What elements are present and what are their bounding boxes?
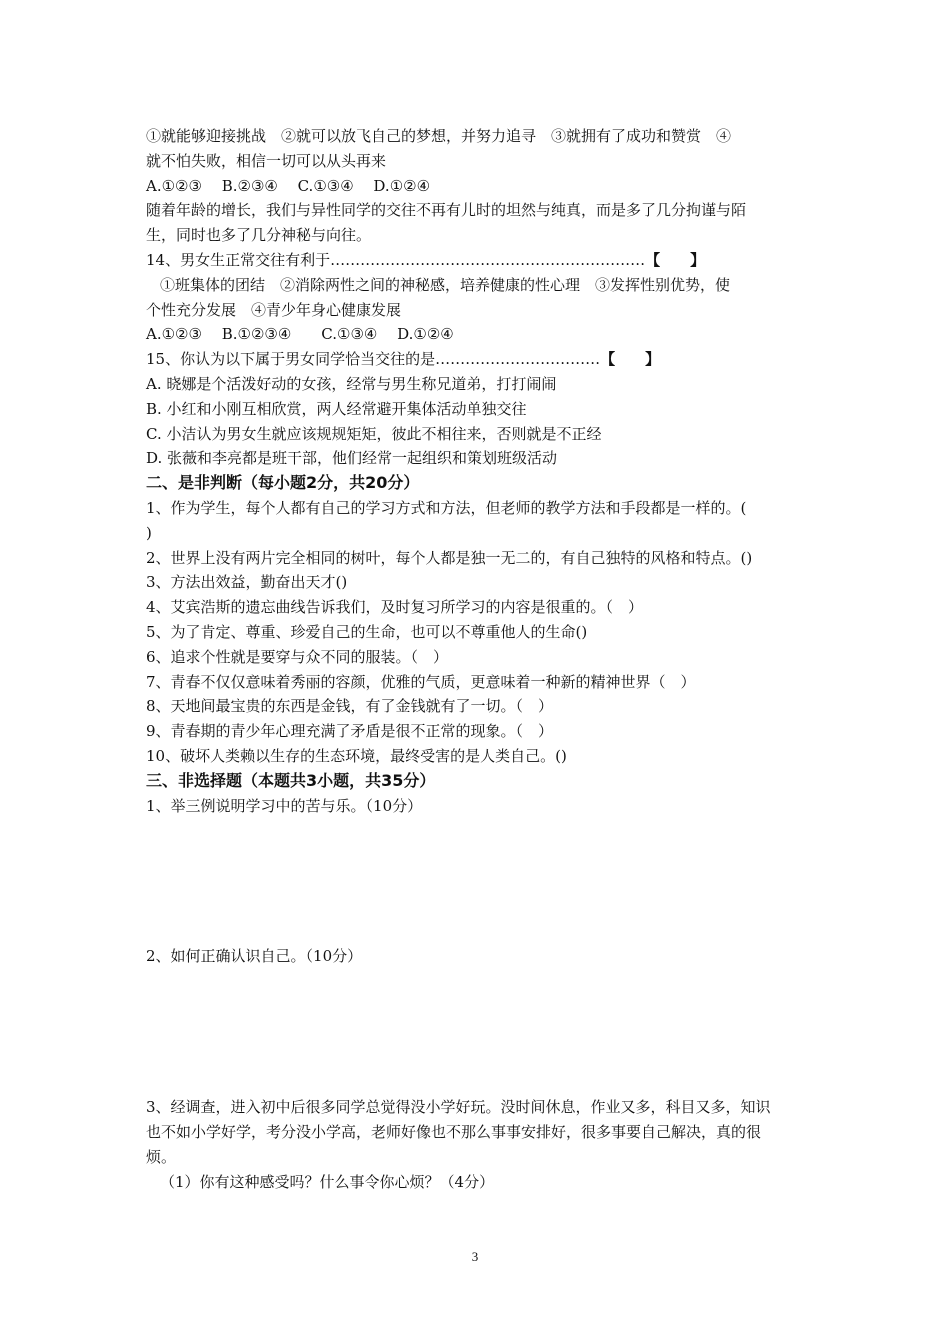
- judge-item: 8、天地间最宝贵的东西是金钱，有了金钱就有了一切。（ ）: [146, 697, 554, 716]
- judge-item: 5、为了肯定、尊重、珍爱自己的生命，也可以不尊重他人的生命(): [146, 622, 588, 641]
- passage-line: 生，同时也多了几分神秘与向往。: [146, 226, 372, 245]
- judge-item: 3、方法出效益，勤奋出天才(): [146, 573, 348, 592]
- question-text: 14、男女生正常交往有利于………………………………………………………: [146, 250, 646, 269]
- answer-bracket: 【 】: [600, 350, 661, 369]
- passage-line: 随着年龄的增长，我们与异性同学的交往不再有儿时的坦然与纯真，而是多了几分拘谨与陌: [146, 201, 747, 220]
- choice-c: C. 小洁认为男女生就应该规规矩矩，彼此不相往来，否则就是不正经: [146, 424, 602, 443]
- page-number: 3: [471, 1249, 479, 1264]
- question-15: [146, 347, 814, 372]
- judge-item: ): [146, 523, 152, 542]
- section-heading: 二、是非判断（每小题2分，共20分）: [146, 473, 420, 493]
- page-content: [146, 124, 814, 1194]
- answer-space[interactable]: [146, 969, 814, 1095]
- judge-item: 4、艾宾浩斯的遗忘曲线告诉我们，及时复习所学习的内容是很重的。（ ）: [146, 598, 644, 617]
- section-heading: 三、非选择题（本题共3小题，共35分）: [146, 770, 436, 790]
- judge-item: 1、作为学生，每个人都有自己的学习方式和方法，但老师的教学方法和手段都是一样的。(: [146, 498, 747, 517]
- choice-b: B. 小红和小刚互相欣赏，两人经常避开集体活动单独交往: [146, 399, 527, 418]
- option-line: 个性充分发展 ④青少年身心健康发展: [146, 300, 402, 319]
- judge-item: 2、世界上没有两片完全相同的树叶，每个人都是独一无二的，有自己独特的风格和特点。(): [146, 548, 753, 567]
- open-question-1: 1、举三例说明学习中的苦与乐。（10分）: [146, 796, 423, 815]
- judge-item: 9、青春期的青少年心理充满了矛盾是很不正常的现象。（ ）: [146, 722, 554, 741]
- answer-bracket: 【 】: [645, 250, 706, 269]
- judge-item: 10、破坏人类赖以生存的生态环境，最终受害的是人类自己。(): [146, 746, 567, 765]
- question-text: 15、你认为以下属于男女同学恰当交往的是……………………………: [146, 350, 601, 369]
- open-question-3: 也不如小学好学，考分没小学高，老师好像也不那么事事安排好，很多事要自己解决，真的很: [146, 1122, 762, 1141]
- choice-a: A. 晓娜是个活泼好动的女孩，经常与男生称兄道弟，打打闹闹: [146, 374, 557, 393]
- question-14: [146, 248, 814, 273]
- open-question-3: 烦。: [146, 1147, 177, 1166]
- answer-space[interactable]: [146, 818, 814, 944]
- sub-question: （1）你有这种感受吗？什么事令你心烦？（4分）: [160, 1172, 495, 1191]
- judge-item: 7、青春不仅仅意味着秀丽的容颜，优雅的气质，更意味着一种新的精神世界（ ）: [146, 672, 696, 691]
- open-question-3: 3、经调查，进入初中后很多同学总觉得没小学好玩。没时间休息，作业又多，科目又多，知识: [146, 1098, 771, 1117]
- option-line: ①就能够迎接挑战 ②就可以放飞自己的梦想，并努力追寻 ③就拥有了成功和赞赏 ④: [146, 127, 732, 145]
- answer-choices: A.①②③ B.①②③④ C.①③④ D.①②④: [146, 325, 454, 344]
- open-question-2: 2、如何正确认识自己。（10分）: [146, 947, 363, 966]
- judge-item: 6、追求个性就是要穿与众不同的服装。（ ）: [146, 647, 449, 666]
- answer-choices: A.①②③ B.②③④ C.①③④ D.①②④: [146, 176, 431, 195]
- option-line: 就不怕失败，相信一切可以从头再来: [146, 151, 387, 170]
- choice-d: D. 张薇和李亮都是班干部，他们经常一起组织和策划班级活动: [146, 449, 558, 468]
- option-line: ①班集体的团结 ②消除两性之间的神秘感，培养健康的性心理 ③发挥性别优势，使: [160, 275, 731, 294]
